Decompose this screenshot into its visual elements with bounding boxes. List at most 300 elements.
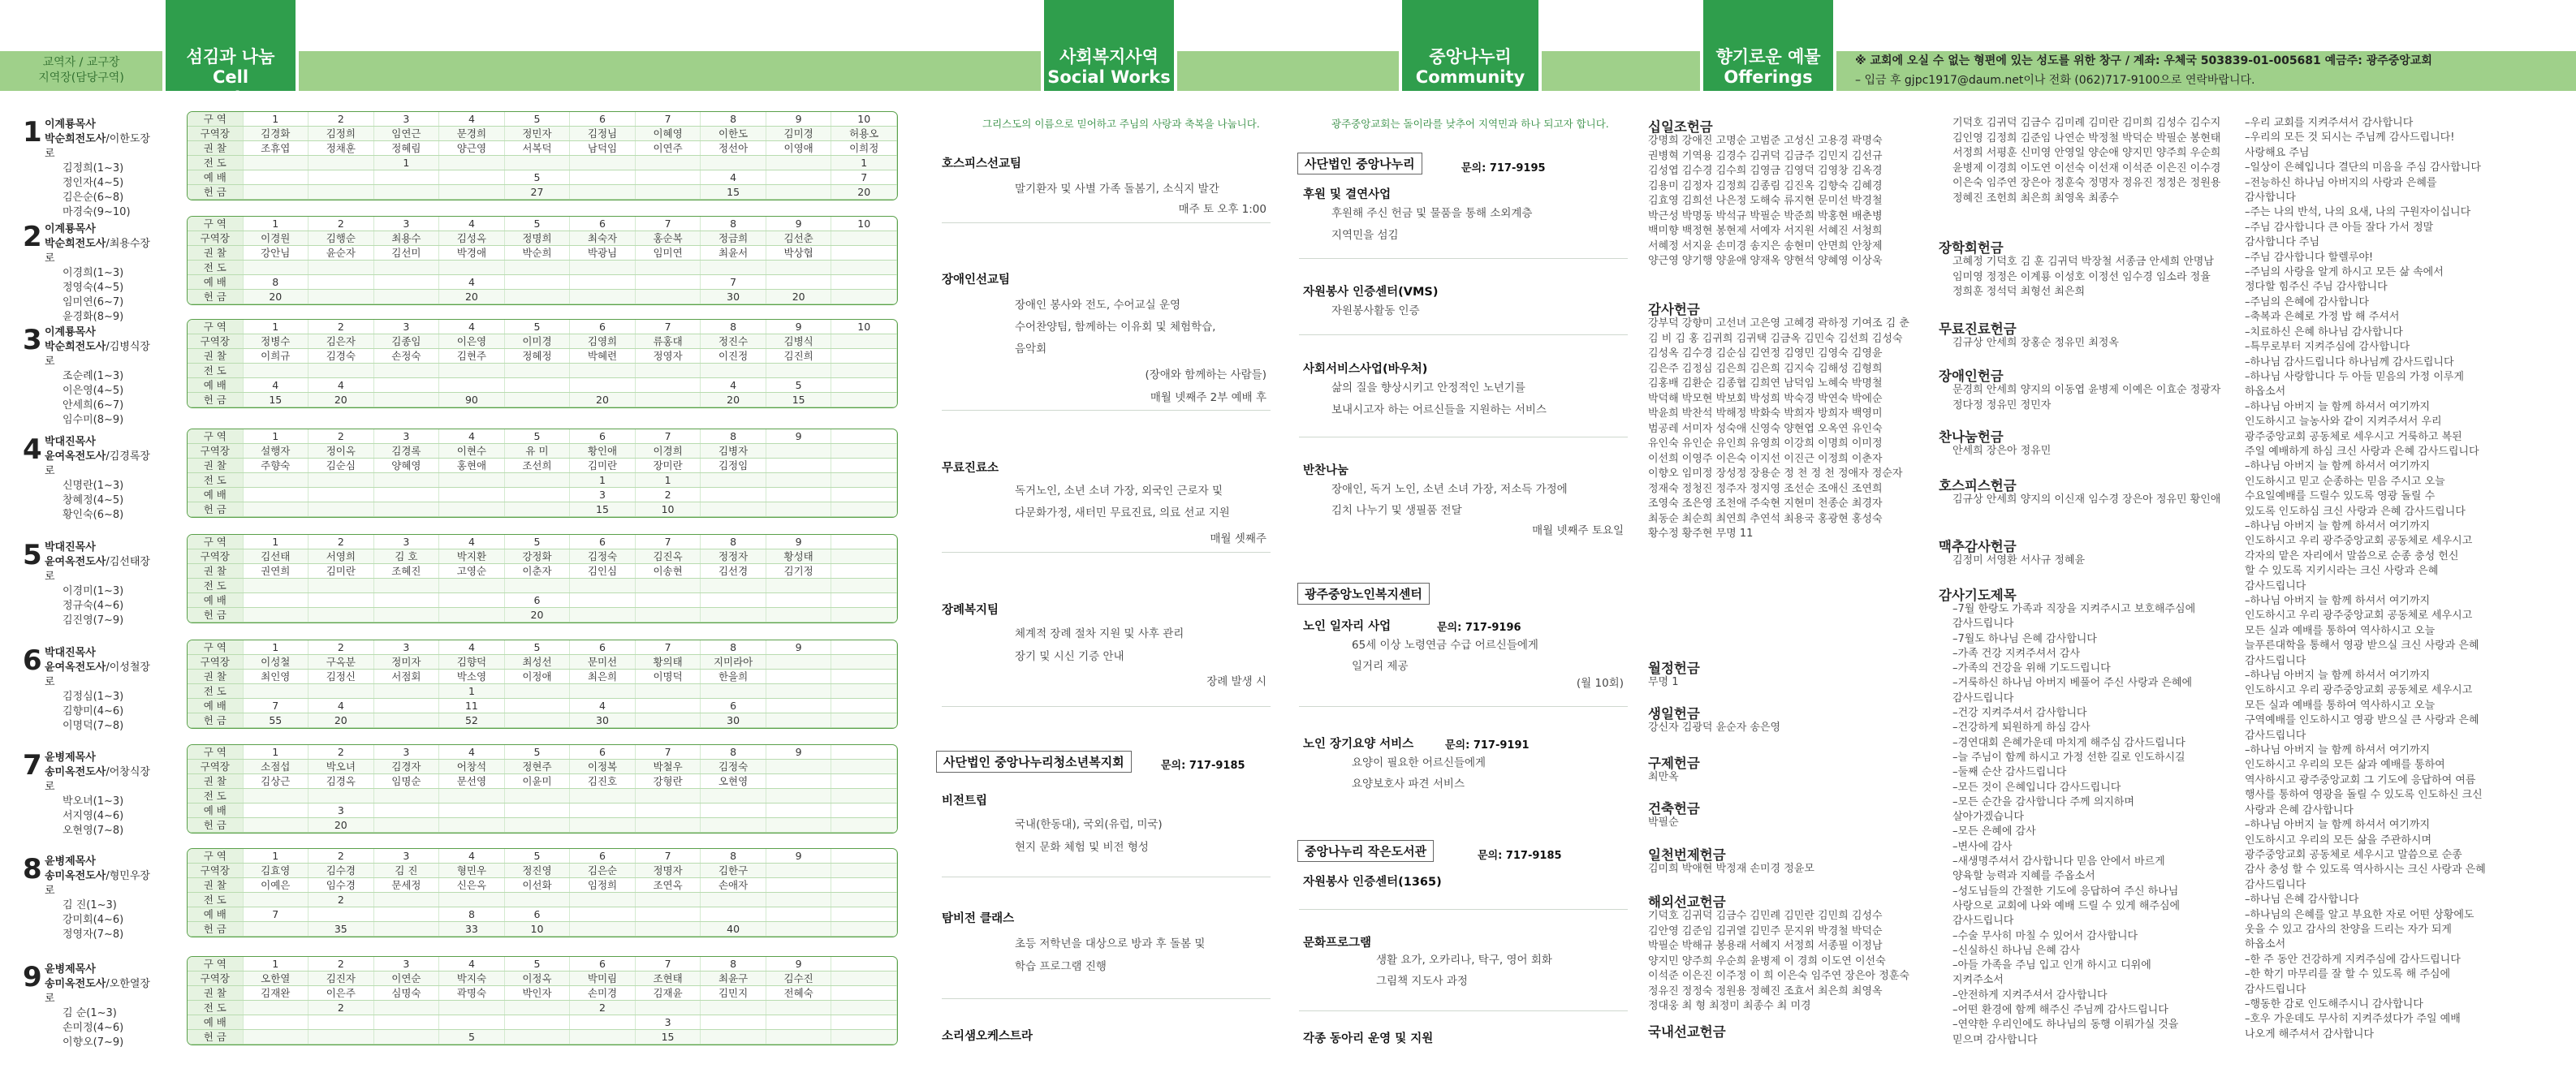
table-cell	[439, 364, 505, 378]
row-label: 전 도	[188, 156, 243, 170]
column-number: 1	[243, 640, 309, 655]
prayer-item: 정다할 힘주신 주님 감사합니다	[2245, 281, 2388, 294]
table-cell	[831, 593, 897, 608]
table-cell	[766, 1001, 831, 1015]
table-cell: 30	[570, 713, 636, 728]
prayer-item: 모든 실과 예배를 통하여 역사하시고 오늘	[2245, 699, 2436, 712]
table-cell: 김상근	[243, 774, 309, 789]
social-section-line: 장기 및 시신 기증 안내	[1015, 650, 1124, 663]
table-cell: 2	[635, 488, 701, 502]
table-cell	[701, 1030, 766, 1045]
table-cell	[373, 579, 439, 593]
youth-section-line: 초등 저학년을 대상으로 방과 후 돌봄 및	[1015, 937, 1206, 950]
table-cell	[766, 170, 831, 185]
table-row	[188, 684, 897, 699]
table-cell: 이은영	[439, 334, 505, 349]
offering-donors: 강신자 김광덕 윤순자 송은영	[1648, 722, 1781, 734]
social-section-schedule: 매주 토 오후 1:00	[1178, 203, 1266, 216]
offering-category: 호스피스헌금	[1939, 478, 2017, 493]
table-cell	[766, 156, 831, 170]
column-number: 9	[766, 745, 831, 760]
divider	[942, 552, 1271, 553]
table-cell: 조현태	[635, 972, 701, 986]
cell-leaders	[45, 963, 158, 1050]
table-cell: 허용오	[831, 127, 897, 141]
prayer-item: 감사드립니다	[2245, 579, 2306, 592]
prayer-item: –주님 감사합니다 큰 아들 잘다 가서 정말	[2245, 221, 2434, 234]
column-number: 3	[373, 217, 439, 231]
prayer-item: 감사드립니다	[1952, 691, 2014, 704]
offering-donors: 박필순	[1648, 816, 1679, 829]
table-cell: 임정희	[570, 878, 636, 893]
leader-evangelist	[45, 555, 158, 584]
column-number: 4	[439, 112, 505, 127]
column-number	[831, 640, 897, 655]
table-cell: 김현주	[439, 349, 505, 364]
cell-table-box	[187, 319, 898, 408]
row-label: 구역장	[188, 231, 243, 246]
cell-leaders	[45, 435, 158, 523]
area-leader: 창혜정(4~5)	[63, 494, 124, 506]
table-cell: 4	[439, 275, 505, 290]
table-cell: 지미라아	[701, 655, 766, 670]
column-number: 3	[373, 640, 439, 655]
table-cell	[766, 818, 831, 833]
row-label: 권 찰	[188, 246, 243, 261]
table-cell: 2	[570, 1001, 636, 1015]
column-number: 5	[504, 320, 570, 334]
table-cell: 김 호	[373, 549, 439, 564]
table-row	[188, 334, 897, 349]
table-cell: 오한열	[243, 972, 309, 986]
offering-donors: 고혜정 기덕호 김 훈 김귀덕 박장철 서종금 안세희 안명남 임미영 정정은 이계룡 이성호 이정선 임수경 임소라 정율 정희훈 정석덕 최형선 최은희	[1952, 256, 2214, 298]
column-number: 4	[439, 849, 505, 864]
column-number: 9	[766, 429, 831, 444]
table-cell: 3	[570, 488, 636, 502]
table-cell: 1	[635, 473, 701, 488]
table-cell	[570, 922, 636, 937]
row-label: 예 배	[188, 488, 243, 502]
cell-table-box	[187, 534, 898, 623]
column-number: 6	[570, 640, 636, 655]
column-number: 3	[373, 112, 439, 127]
table-cell	[701, 684, 766, 699]
table-row	[188, 1001, 897, 1015]
leader-evangelist-name: 윤여옥전도사	[45, 450, 106, 463]
table-row	[188, 760, 897, 774]
youth-welfare-box: 사단법인 중앙나누리청소년복지회	[936, 751, 1132, 773]
table-cell: 정혜정	[504, 349, 570, 364]
prayer-item: 인도하시고 우리 광주중앙교회 공동체로 세우시고	[2245, 610, 2473, 623]
table-cell: 최은희	[570, 670, 636, 684]
table-cell: 이정옥	[504, 972, 570, 986]
table-cell	[504, 818, 570, 833]
table-cell: 김병자	[701, 444, 766, 459]
table-cell	[831, 261, 897, 275]
table-cell	[504, 393, 570, 407]
table-cell	[309, 684, 374, 699]
table-cell	[635, 893, 701, 907]
table-cell	[766, 459, 831, 473]
table-cell	[831, 986, 897, 1001]
table-cell	[439, 261, 505, 275]
table-row	[188, 579, 897, 593]
table-cell	[373, 473, 439, 488]
column-number: 4	[439, 320, 505, 334]
leader-evangelist	[45, 340, 158, 369]
divider	[1299, 258, 1628, 259]
table-cell	[570, 1015, 636, 1030]
table-cell: 이송현	[635, 564, 701, 579]
tab-title-ko: 사회복지사역	[1059, 47, 1159, 67]
table-cell	[504, 789, 570, 803]
column-number: 8	[701, 217, 766, 231]
social-section-line: 다문화가정, 새터민 무료진료, 의료 선교 지원	[1015, 506, 1230, 519]
area-leader: 임미연(6~7)	[63, 296, 124, 308]
community-section-title: 사회서비스사업(바우처)	[1303, 363, 1428, 376]
table-cell: 정혜림	[373, 141, 439, 156]
table-cell	[831, 231, 897, 246]
table-cell	[701, 1015, 766, 1030]
column-number: 6	[570, 849, 636, 864]
table-cell	[635, 261, 701, 275]
column-number: 6	[570, 957, 636, 972]
table-cell	[831, 760, 897, 774]
divider	[942, 410, 1271, 411]
table-cell: 정선아	[701, 141, 766, 156]
prayer-item: 사랑으로 교회에 나와 예배 드릴 수 있게 해주심에	[1952, 899, 2181, 912]
prayer-item: –모든 순간을 감사합니다 주께 의지하며	[1952, 795, 2134, 808]
table-cell	[373, 378, 439, 393]
column-number: 8	[701, 429, 766, 444]
prayer-item: 감사드립니다	[2245, 654, 2306, 667]
column-number: 3	[373, 429, 439, 444]
table-cell	[439, 789, 505, 803]
social-section-line: 장애인 봉사와 전도, 수어교실 운영	[1015, 299, 1181, 312]
table-cell: 20	[701, 393, 766, 407]
prayer-item: –7월 한랑도 가족과 직장을 지켜주시고 보호해주심에	[1952, 603, 2196, 615]
column-number: 6	[570, 535, 636, 549]
prayer-item: –가족 건강 지켜주셔서 감사	[1952, 647, 2081, 660]
prayer-item: –하나님 아버지 늘 함께 하셔서 여기까지	[2245, 460, 2431, 473]
column-number: 7	[635, 112, 701, 127]
table-cell	[635, 170, 701, 185]
table-cell: 전혜숙	[766, 986, 831, 1001]
table-cell	[439, 608, 505, 623]
table-cell	[570, 893, 636, 907]
table-cell	[243, 818, 309, 833]
table-cell: 11	[439, 699, 505, 713]
table-cell	[243, 488, 309, 502]
prayer-item: –둘째 순산 감사드립니다	[1952, 766, 2067, 779]
table-cell: 4	[570, 699, 636, 713]
leader-pastor: 윤병제목사	[45, 963, 96, 976]
column-number: 3	[373, 745, 439, 760]
prayer-item: 각자의 맡은 자리에서 말씀으로 순종 충성 헌신	[2245, 549, 2459, 562]
table-cell	[701, 593, 766, 608]
table-cell	[766, 593, 831, 608]
table-cell	[504, 473, 570, 488]
community-box: 사단법인 중앙나누리	[1297, 153, 1422, 174]
table-cell	[243, 579, 309, 593]
table-cell	[570, 593, 636, 608]
table-row	[188, 713, 897, 728]
table-cell	[570, 789, 636, 803]
table-cell: 정정자	[701, 549, 766, 564]
table-cell	[701, 1001, 766, 1015]
table-cell	[243, 803, 309, 818]
senior-section-line: 요양보호사 파견 서비스	[1352, 778, 1465, 791]
tab-title-en: Cell Meetings	[186, 67, 275, 108]
offering-category: 감사헌금	[1648, 302, 1700, 317]
table-cell	[243, 473, 309, 488]
table-cell: 최숙자	[570, 231, 636, 246]
table-row	[188, 502, 897, 517]
table-cell	[831, 473, 897, 488]
prayer-item: 인도하시고 믿고 순종하는 믿음 주시고 오늘	[2245, 475, 2445, 488]
prayer-item: 웃을 수 있고 감사의 찬양을 드리는 자가 되게	[2245, 923, 2452, 936]
table-cell	[766, 907, 831, 922]
table-cell: 홍순복	[635, 231, 701, 246]
column-number	[831, 849, 897, 864]
social-section-title: 무료진료소	[942, 462, 999, 475]
table-cell: 정현주	[504, 760, 570, 774]
table-cell: 4	[701, 170, 766, 185]
table-cell: 박오녀	[309, 760, 374, 774]
cell-number: 2	[23, 221, 42, 253]
table-cell: 4	[701, 378, 766, 393]
table-cell	[766, 488, 831, 502]
table-cell: 손미경	[570, 986, 636, 1001]
table-cell	[766, 922, 831, 937]
social-section-line: 체계적 장례 절차 지원 및 사후 관리	[1015, 627, 1184, 640]
cell-table	[188, 217, 897, 304]
table-cell	[766, 699, 831, 713]
table-cell	[439, 1015, 505, 1030]
row-label: 예 배	[188, 907, 243, 922]
prayer-item: –안전하게 지켜주셔서 감사합니다	[1952, 989, 2108, 1002]
table-cell	[570, 261, 636, 275]
prayer-item: –하나님 은혜 감사합니다	[2245, 894, 2359, 907]
table-cell	[373, 488, 439, 502]
prayer-item: –신실하신 하나님 은혜 감사	[1952, 944, 2081, 957]
table-row	[188, 112, 897, 127]
cell-number: 4	[23, 433, 42, 466]
offering-category: 생일헌금	[1648, 706, 1700, 722]
prayer-item: –주는 나의 반석, 나의 요새, 나의 구원자이십니다	[2245, 206, 2471, 219]
column-number: 5	[504, 429, 570, 444]
cell-leaders	[45, 118, 158, 220]
prayer-item: 감사드립니다	[2245, 729, 2306, 742]
table-cell	[373, 684, 439, 699]
social-section-schedule: 장례 발생 시	[1206, 675, 1266, 688]
prayer-item: –모든 은혜에 감사	[1952, 825, 2036, 838]
row-label: 헌 금	[188, 290, 243, 304]
table-cell: 김영희	[570, 334, 636, 349]
table-row	[188, 1015, 897, 1030]
table-cell	[504, 1015, 570, 1030]
table-row	[188, 774, 897, 789]
cell-table-box	[187, 216, 898, 305]
column-number: 3	[373, 849, 439, 864]
prayer-item: –경연대회 은혜가운데 마치게 해주심 감사드립니다	[1952, 736, 2186, 749]
column-number: 5	[504, 745, 570, 760]
row-label: 구역장	[188, 864, 243, 878]
table-cell	[831, 502, 897, 517]
column-number: 8	[701, 957, 766, 972]
prayer-item: 양육할 능력과 지혜를 주옵소서	[1952, 870, 2095, 883]
offering-donors: 최만옥	[1648, 771, 1679, 783]
table-row	[188, 922, 897, 937]
table-cell: 최인영	[243, 670, 309, 684]
table-cell: 최용수	[373, 231, 439, 246]
offering-donors: 김규상 안세희 장홍순 정유민 최정옥	[1952, 337, 2119, 349]
cell-number: 9	[23, 961, 42, 993]
row-label: 구역장	[188, 655, 243, 670]
table-cell: 김민지	[701, 986, 766, 1001]
tab-cell-meetings	[162, 0, 299, 108]
table-cell: 20	[309, 818, 374, 833]
table-cell: 2	[309, 893, 374, 907]
cell-leaders	[45, 646, 158, 734]
table-cell: 김수진	[766, 972, 831, 986]
column-number: 6	[570, 112, 636, 127]
senior-phone: 문의: 717-9196	[1437, 622, 1521, 634]
table-cell: 3	[309, 803, 374, 818]
column-number: 7	[635, 217, 701, 231]
row-label: 전 도	[188, 261, 243, 275]
prayer-item: 주일 예배하게 하심 크신 사랑과 은혜 감사드립니다	[2245, 445, 2479, 458]
prayer-item: 지켜주소서	[1952, 974, 2004, 987]
column-number: 1	[243, 957, 309, 972]
table-cell: 김미경	[766, 127, 831, 141]
table-cell: 7	[243, 907, 309, 922]
prayer-item: –하나님 감사드립니다 하나님께 감사드립니다	[2245, 355, 2454, 368]
community-section-line: 김치 나누기 및 생필품 전달	[1331, 504, 1462, 517]
table-cell	[504, 261, 570, 275]
library-phone: 문의: 717-9185	[1478, 850, 1562, 862]
senior-section-schedule: (월 10회)	[1576, 677, 1624, 690]
table-cell: 박인자	[504, 986, 570, 1001]
table-cell	[243, 789, 309, 803]
prayer-item: 믿으며 감사합니다	[1952, 1033, 2038, 1046]
table-cell	[831, 878, 897, 893]
table-row	[188, 789, 897, 803]
table-cell: 김은자	[309, 334, 374, 349]
column-number: 2	[309, 217, 374, 231]
column-number: 1	[243, 535, 309, 549]
row-label: 권 찰	[188, 986, 243, 1001]
table-cell	[373, 275, 439, 290]
offering-category: 건축헌금	[1648, 801, 1700, 816]
table-cell	[439, 185, 505, 200]
social-section-line: 수어찬양팀, 함께하는 이유회 및 체험학습,	[1015, 321, 1216, 334]
table-cell: 강정화	[504, 549, 570, 564]
tab-community-center	[1399, 0, 1542, 108]
table-cell	[309, 907, 374, 922]
column-number: 1	[243, 217, 309, 231]
table-cell: 최윤서	[701, 246, 766, 261]
table-cell: 20	[831, 185, 897, 200]
table-cell	[831, 789, 897, 803]
column-number: 1	[243, 429, 309, 444]
table-cell	[243, 1015, 309, 1030]
table-cell	[635, 713, 701, 728]
column-number: 2	[309, 112, 374, 127]
table-cell: 박경애	[439, 246, 505, 261]
column-number: 7	[635, 640, 701, 655]
table-row	[188, 246, 897, 261]
cell-table-box	[187, 744, 898, 834]
senior-section-line: 65세 이상 노령연금 수급 어르신들에게	[1352, 639, 1538, 652]
leader-pastor: 윤병제목사	[45, 752, 96, 764]
table-row	[188, 593, 897, 608]
district-elder: /형민우장로	[45, 870, 150, 897]
table-cell	[831, 972, 897, 986]
senior-center-box: 광주중앙노인복지센터	[1297, 583, 1430, 605]
divider	[1299, 909, 1628, 910]
community-section-schedule: 매월 넷째주 토요일	[1532, 524, 1624, 537]
table-cell	[766, 364, 831, 378]
column-number: 10	[831, 112, 897, 127]
table-cell	[439, 803, 505, 818]
table-cell	[373, 818, 439, 833]
table-cell: 20	[766, 290, 831, 304]
table-cell	[373, 185, 439, 200]
prayer-item: 모든 실과 예배를 통하여 역사하시고 오늘	[2245, 624, 2436, 637]
prayer-item: –전능하신 하나님 아버지의 사랑과 은혜를	[2245, 176, 2437, 189]
table-cell	[373, 699, 439, 713]
table-cell: 김선경	[701, 564, 766, 579]
table-cell: 정명자	[635, 864, 701, 878]
table-cell	[831, 670, 897, 684]
table-cell: 이경희	[635, 444, 701, 459]
column-number: 6	[570, 429, 636, 444]
prayer-item: 있도록 인도하심 크신 사랑과 은혜 감사드립니다	[2245, 505, 2466, 518]
table-row	[188, 893, 897, 907]
table-cell	[439, 1001, 505, 1015]
prayer-item: 할 수 있도록 지키시라는 크신 사랑과 은혜	[2245, 565, 2439, 578]
table-cell	[243, 1030, 309, 1045]
row-label: 권 찰	[188, 878, 243, 893]
tab-title-ko: 향기로운 예물	[1715, 47, 1821, 67]
community-section-line: 자원봉사활동 인증	[1331, 304, 1420, 317]
table-cell	[831, 608, 897, 623]
leader-pastor: 이계룡목사	[45, 118, 96, 131]
prayer-item: 감사합니다	[2245, 192, 2296, 205]
table-cell: 이윤미	[504, 774, 570, 789]
table-cell	[504, 378, 570, 393]
table-cell	[373, 261, 439, 275]
district-elder: /최용수장로	[45, 238, 150, 265]
table-cell	[635, 789, 701, 803]
table-cell: 남덕임	[570, 141, 636, 156]
table-cell	[570, 156, 636, 170]
table-cell	[635, 579, 701, 593]
table-cell	[831, 893, 897, 907]
table-cell: 심명숙	[373, 986, 439, 1001]
column-number: 1	[243, 320, 309, 334]
table-cell	[504, 1001, 570, 1015]
prayer-list	[2245, 116, 2570, 1042]
table-cell: 10	[504, 922, 570, 937]
table-cell	[243, 170, 309, 185]
district-elder: /이성철장로	[45, 661, 150, 688]
area-leader: 안세희(6~7)	[63, 399, 124, 411]
table-cell: 박순희	[504, 246, 570, 261]
column-number: 8	[701, 320, 766, 334]
cell-number: 5	[23, 539, 42, 571]
